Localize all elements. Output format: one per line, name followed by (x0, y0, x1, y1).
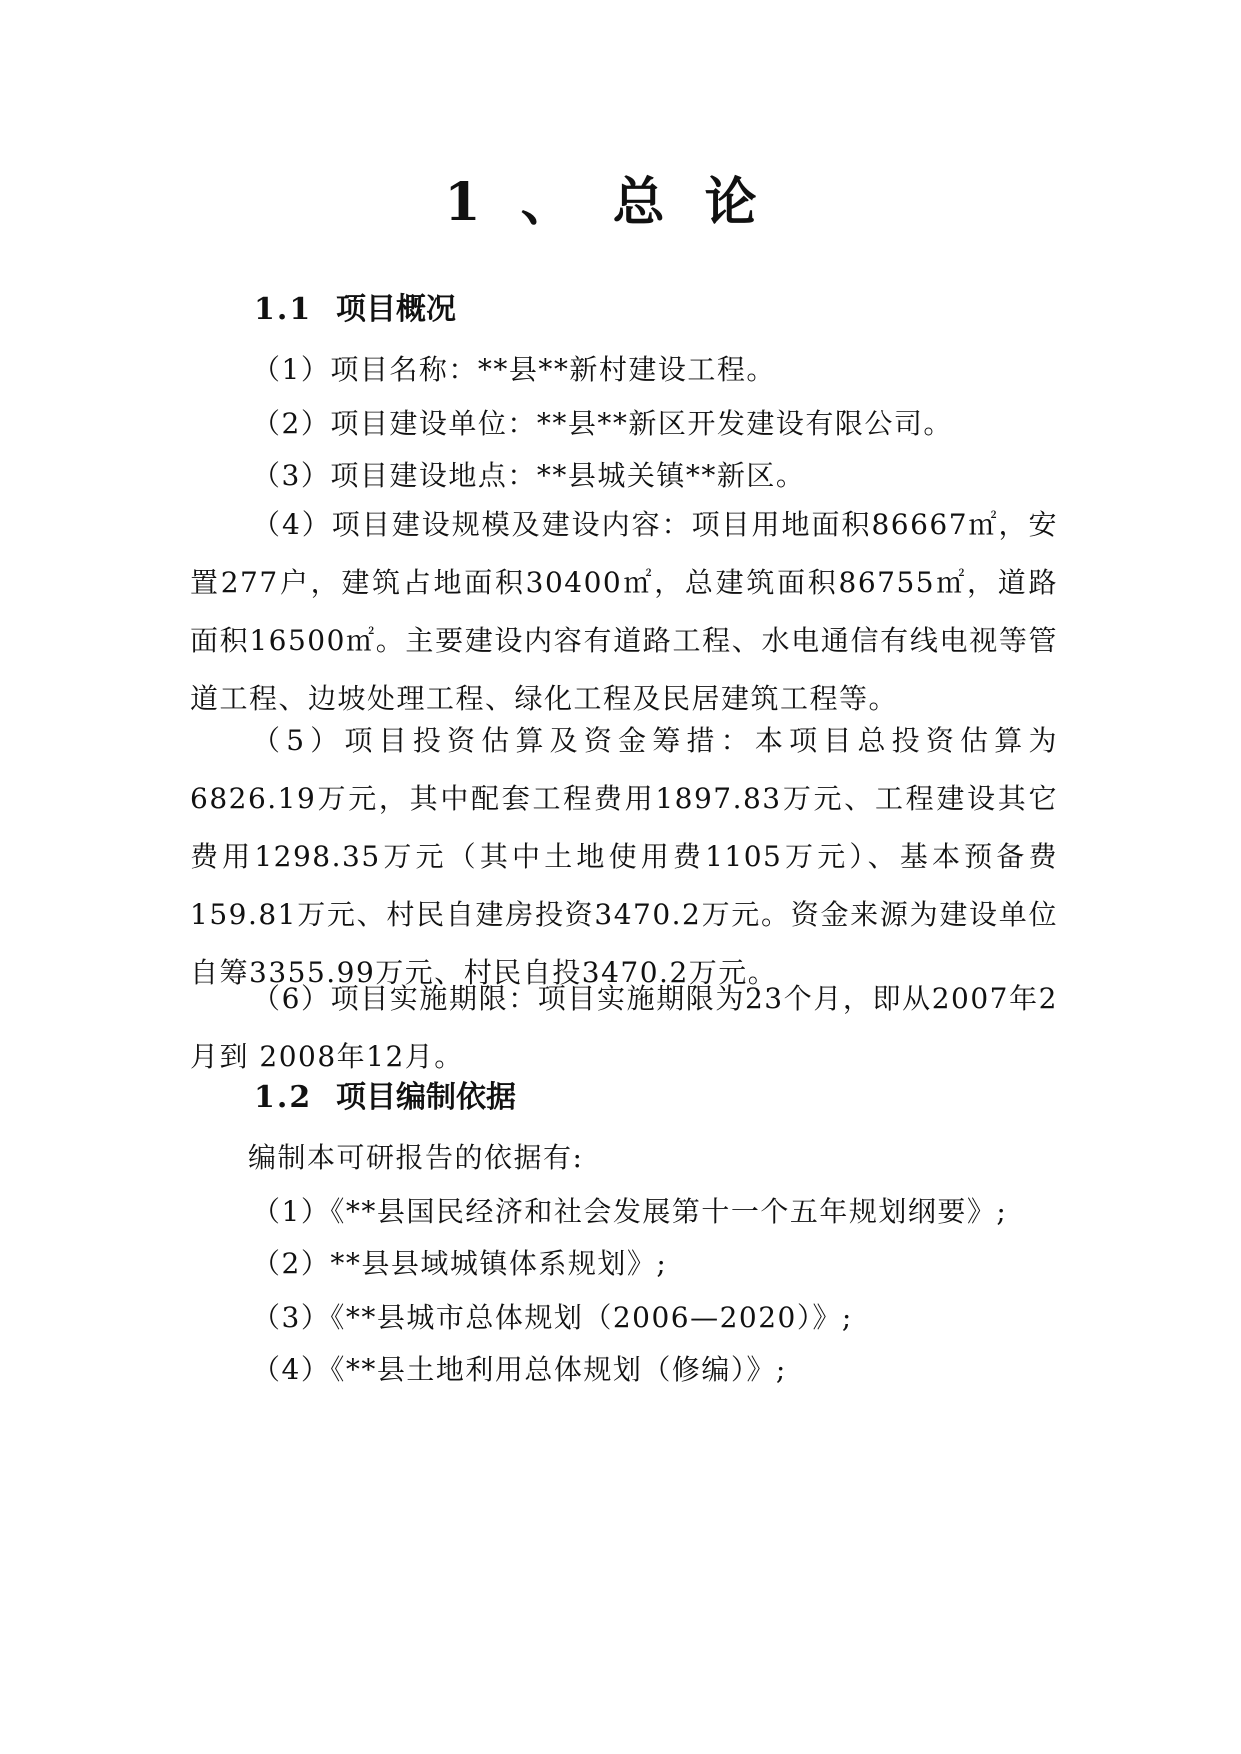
project-unit-item: （2）项目建设单位：**县**新区开发建设有限公司。 (252, 407, 953, 440)
section-heading-1-2 (254, 1078, 516, 1118)
project-schedule-paragraph: （6）项目实施期限：项目实施期限为23个月，即从2007年2月到 2008年12月。 (190, 982, 1058, 1073)
basis-item: （2）**县县域城镇体系规划》; (252, 1247, 668, 1280)
basis-item: （3）《**县城市总体规划（2006—2020）》; (252, 1301, 853, 1334)
section-heading-1-1 (254, 290, 456, 330)
basis-item: （1）《**县国民经济和社会发展第十一个五年规划纲要》; (252, 1195, 1008, 1228)
project-location-item: （3）项目建设地点：**县城关镇**新区。 (252, 459, 806, 492)
section-number: 1.1 (254, 292, 313, 327)
section-number: 1.2 (254, 1080, 313, 1115)
chapter-title: 1、总论 (444, 172, 797, 233)
project-investment-paragraph: （5）项目投资估算及资金筹措：本项目总投资估算为6826.19万元，其中配套工程费用1897.83万元、工程建设其它费用1298.35万元（其中土地使用费1105万元）、基本预备费159.81万元、村民自建房投资3470.2万元。资金来源为建设单位自筹3355.99万元、村民自投3470.2万元。 (190, 724, 1058, 989)
section-title: 项目编制依据 (336, 1080, 516, 1115)
project-scale-paragraph: （4）项目建设规模及建设内容：项目用地面积86667㎡，安置277户，建筑占地面积30400㎡，总建筑面积86755㎡，道路面积16500㎡。主要建设内容有道路工程、水电通信有线电视等管道工程、边坡处理工程、绿化工程及民居建筑工程等。 (190, 508, 1058, 715)
basis-item: （4）《**县土地利用总体规划（修编）》; (252, 1353, 787, 1386)
basis-intro: 编制本可研报告的依据有: (248, 1141, 584, 1174)
section-title: 项目概况 (336, 292, 456, 327)
project-name-item: （1）项目名称：**县**新村建设工程。 (252, 353, 776, 386)
